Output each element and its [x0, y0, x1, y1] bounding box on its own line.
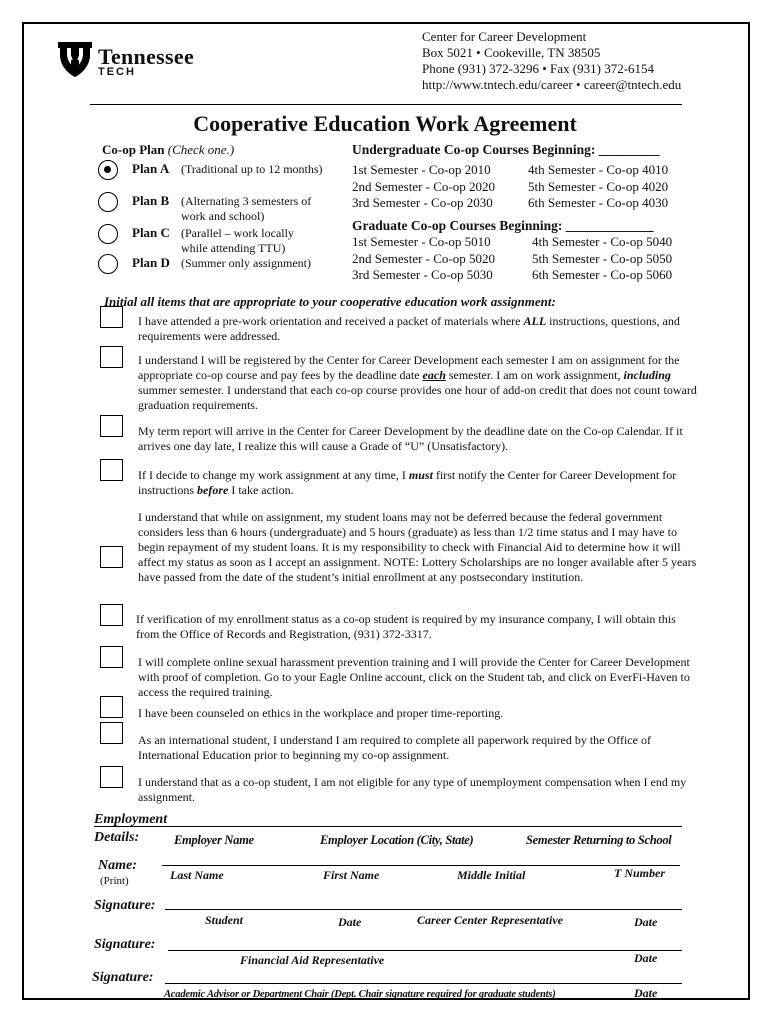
plan-d-desc: (Summer only assignment) [181, 256, 311, 270]
details-label: Details: [94, 830, 140, 845]
agreement-text: My term report will arrive in the Center for Career Development by the deadline date on the Co-op Calendar. If it arrives one day late, I realize this will cause a Grade of “U” (Unsatisfactory). [138, 424, 683, 453]
contact-line: Phone (931) 372-3296 • Fax (931) 372-6154 [422, 61, 655, 76]
initial-box[interactable] [100, 415, 123, 437]
initial-box[interactable] [100, 722, 123, 744]
agreement-text: I will complete online sexual harassment prevention training and I will provide the Center for Career Development with proof of completion. Go to your Eagle Online account, click on the Student tab, and click on EverFi-Haven to access the required training. [138, 655, 690, 699]
contact-line: http://www.tntech.edu/career • career@tntech.edu [422, 77, 682, 92]
initial-instructions: Initial all items that are appropriate to your cooperative education work assignment: [104, 294, 556, 309]
course-item: 3rd Semester - Co-op 5030 [352, 267, 493, 282]
last-name-label: Last Name [170, 868, 224, 882]
course-item: 5th Semester - Co-op 5050 [532, 250, 673, 266]
plan-d-radio[interactable] [98, 254, 118, 274]
employer-name-header: Employer Name [174, 833, 254, 847]
agreement-text: I have been counseled on ethics in the workplace and proper time-reporting. [138, 706, 504, 720]
undergrad-right-list [528, 162, 668, 212]
course-item: 6th Semester - Co-op 5060 [532, 267, 673, 282]
employment-label: Employment [94, 812, 168, 827]
graduate-right-list [532, 234, 672, 284]
plan-a-desc: (Traditional up to 12 months) [181, 162, 323, 176]
course-item: 1st Semester - Co-op 5010 [352, 234, 491, 249]
logo-wordmark: Tennessee [98, 44, 195, 69]
graduate-left-list [352, 234, 495, 284]
date-label: Date [338, 915, 362, 929]
name-line[interactable] [162, 865, 680, 866]
print-hint: (Print) [100, 875, 129, 887]
agreement-text: As an international student, I understand I am required to complete all paperwork required by the Office of International Education prior to beginning my co-op assignment. [138, 733, 651, 762]
advisor-label: Academic Advisor or Department Chair (Dept. Chair signature required for graduate students) [164, 989, 556, 1000]
contact-block [422, 29, 681, 93]
signature-label: Signature: [94, 937, 156, 952]
signature-line-2[interactable] [168, 950, 682, 951]
student-label: Student [205, 913, 244, 927]
initial-box[interactable] [100, 346, 123, 368]
first-name-label: First Name [323, 868, 380, 882]
undergrad-heading: Undergraduate Co-op Courses Beginning: _________ [352, 142, 660, 157]
career-rep-label: Career Center Representative [417, 913, 563, 927]
course-item: 5th Semester - Co-op 4020 [528, 178, 669, 194]
agreement-text: I understand that while on assignment, my student loans may not be deferred because the federal government considers less than 6 hours (undergraduate) and 5 hours (graduate) as less than 1/2 time status and I may have to begin repayment of my student loans. It is my responsibility to check with Financial Aid to determine how it will affect my status as soon as I accept an assignment. NOTE: Lottery Scholarships are no longer available after 5 years have passed from the date of the student’s initial enrollment at any postsecondary institution. [138, 510, 697, 584]
plan-b-radio[interactable] [98, 192, 118, 212]
signature-line-3[interactable] [165, 983, 682, 984]
plan-b-desc: (Alternating 3 semesters of work and school) [181, 194, 312, 223]
employment-top-line [146, 826, 682, 827]
course-item: 2nd Semester - Co-op 2020 [352, 178, 495, 194]
initial-box[interactable] [100, 546, 123, 568]
contact-line: Center for Career Development [422, 29, 587, 44]
plan-c-desc: (Parallel – work locally while attending TTU) [181, 226, 294, 255]
coop-plan-label: Co-op Plan [102, 142, 165, 157]
agreement-text: I understand I will be registered by the Center for Career Development each semester I am on assignment for the appropriate co-op course and pay fees by the deadline date each semester. I am on work assignment, including summer semester. I understand that each co-op course provides one hour of add-on credit that does not count toward graduation requirements. [138, 353, 697, 412]
graduate-heading: Graduate Co-op Courses Beginning: _____________ [352, 218, 654, 233]
coop-plan-heading [102, 142, 234, 158]
plan-a-label: Plan A [132, 161, 170, 176]
middle-initial-label: Middle Initial [457, 868, 526, 882]
header-divider [90, 104, 682, 105]
course-item: 4th Semester - Co-op 5040 [532, 234, 673, 249]
agreement-text: If verification of my enrollment status as a co-op student is required by my insurance company, I will obtain this from the Office of Records and Registration, (931) 372-3317. [136, 612, 676, 641]
signature-label: Signature: [94, 898, 156, 913]
agreement-text: I have attended a pre-work orientation and received a packet of materials where ALL instructions, questions, and requirements were addressed. [138, 314, 680, 343]
course-item: 6th Semester - Co-op 4030 [528, 195, 669, 210]
plan-d-label: Plan D [132, 255, 170, 270]
course-item: 2nd Semester - Co-op 5020 [352, 250, 495, 266]
agreement-text: I understand that as a co-op student, I am not eligible for any type of unemployment compensation when I end my assignment. [138, 775, 687, 804]
date-label: Date [634, 951, 658, 965]
initial-box[interactable] [100, 459, 123, 481]
signature-line-1[interactable] [165, 909, 682, 910]
initial-box[interactable] [100, 696, 123, 718]
initial-box[interactable] [100, 766, 123, 788]
course-item: 3rd Semester - Co-op 2030 [352, 195, 493, 210]
undergrad-left-list [352, 162, 495, 212]
initial-box[interactable] [100, 646, 123, 668]
tennessee-tech-logo-icon [58, 42, 92, 78]
plan-a-radio[interactable] [98, 160, 118, 180]
contact-line: Box 5021 • Cookeville, TN 38505 [422, 45, 601, 60]
signature-label: Signature: [92, 970, 154, 985]
plan-c-radio[interactable] [98, 224, 118, 244]
plan-c-label: Plan C [132, 225, 170, 240]
agreement-text: If I decide to change my work assignment at any time, I must first notify the Center for Career Development for instructions before I take action. [138, 468, 677, 497]
course-item: 1st Semester - Co-op 2010 [352, 162, 491, 177]
date-label: Date [634, 915, 658, 929]
employer-location-header: Employer Location (City, State) [320, 833, 474, 847]
logo-subtext: TECH [98, 66, 136, 78]
financial-aid-label: Financial Aid Representative [240, 953, 385, 967]
initial-box[interactable] [100, 604, 123, 626]
t-number-label: T Number [614, 866, 665, 880]
plan-b-label: Plan B [132, 193, 170, 208]
course-item: 4th Semester - Co-op 4010 [528, 162, 669, 177]
document-title: Cooperative Education Work Agreement [193, 111, 577, 136]
date-label: Date [634, 986, 658, 1000]
name-label: Name: [98, 858, 137, 873]
initial-box[interactable] [100, 306, 123, 328]
semester-returning-header: Semester Returning to School [526, 833, 672, 847]
employment-underline [94, 826, 146, 827]
coop-plan-hint: (Check one.) [167, 142, 235, 157]
